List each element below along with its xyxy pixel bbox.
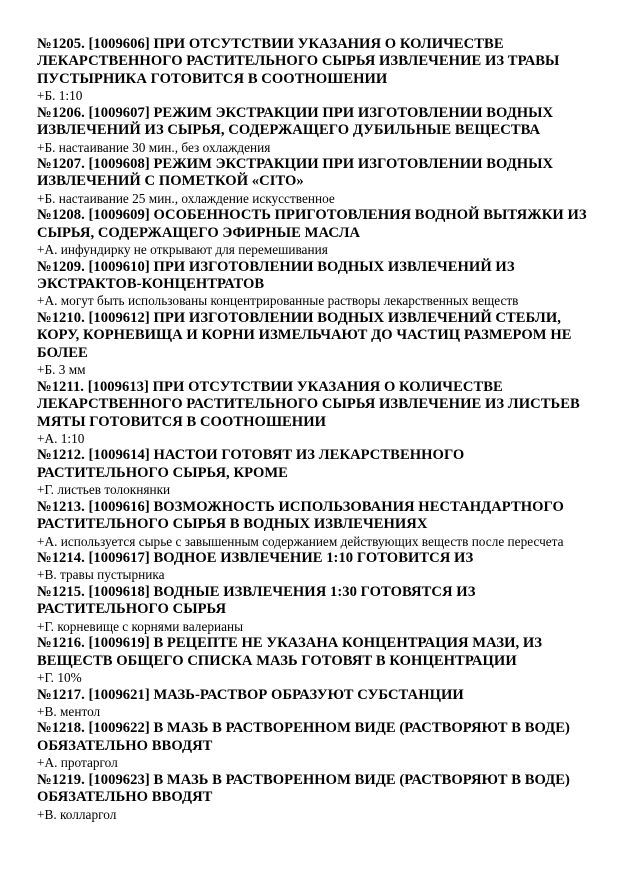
question-text: №1218. [1009622] В МАЗЬ В РАСТВОРЕННОМ ВИДЕ (РАСТВОРЯЮТ В ВОДЕ) ОБЯЗАТЕЛЬНО ВВОДЯТ xyxy=(37,720,570,754)
question-item xyxy=(37,156,597,207)
question-item xyxy=(37,720,597,771)
answer-text: +Б. настаивание 25 мин., охлаждение искусственное xyxy=(37,190,335,206)
question-text: №1207. [1009608] РЕЖИМ ЭКСТРАКЦИИ ПРИ ИЗГОТОВЛЕНИИ ВОДНЫХ ИЗВЛЕЧЕНИЙ С ПОМЕТКОЙ «CITO» xyxy=(37,156,554,190)
answer-text: +В. травы пустырника xyxy=(37,567,165,583)
answer-text: +Б. настаивание 30 мин., без охлаждения xyxy=(37,139,271,155)
question-item xyxy=(37,310,597,379)
question-item xyxy=(37,207,597,258)
answer-text: +А. протаргол xyxy=(37,755,118,771)
question-text: №1205. [1009606] ПРИ ОТСУТСТВИИ УКАЗАНИЯ О КОЛИЧЕСТВЕ ЛЕКАРСТВЕННОГО РАСТИТЕЛЬНОГО СЫРЬЯ ИЗВЛЕЧЕНИЕ ИЗ ТРАВЫ ПУСТЫРНИКА ГОТОВИТСЯ В СООТНОШЕНИИ xyxy=(37,36,560,87)
question-text: №1216. [1009619] В РЕЦЕПТЕ НЕ УКАЗАНА КОНЦЕНТРАЦИЯ МАЗИ, ИЗ ВЕЩЕСТВ ОБЩЕГО СПИСКА МАЗЬ ГОТОВЯТ В КОНЦЕНТРАЦИИ xyxy=(37,635,543,669)
question-text: №1215. [1009618] ВОДНЫЕ ИЗВЛЕЧЕНИЯ 1:30 ГОТОВЯТСЯ ИЗ РАСТИТЕЛЬНОГО СЫРЬЯ xyxy=(37,583,476,618)
question-text: №1212. [1009614] НАСТОИ ГОТОВЯТ ИЗ ЛЕКАРСТВЕННОГО РАСТИТЕЛЬНОГО СЫРЬЯ, КРОМЕ xyxy=(37,447,465,481)
question-text: №1206. [1009607] РЕЖИМ ЭКСТРАКЦИИ ПРИ ИЗГОТОВЛЕНИИ ВОДНЫХ ИЗВЛЕЧЕНИЙ ИЗ СЫРЬЯ, СОДЕРЖАЩЕГО ДУБИЛЬНЫЕ ВЕЩЕСТВА xyxy=(37,104,554,139)
question-item xyxy=(37,36,597,105)
document-page xyxy=(37,36,597,823)
question-item xyxy=(37,105,597,156)
question-text: №1213. [1009616] ВОЗМОЖНОСТЬ ИСПОЛЬЗОВАНИЯ НЕСТАНДАРТНОГО РАСТИТЕЛЬНОГО СЫРЬЯ В ВОДНЫХ ИЗВЛЕЧЕНИЯХ xyxy=(37,498,564,533)
question-text: №1210. [1009612] ПРИ ИЗГОТОВЛЕНИИ ВОДНЫХ ИЗВЛЕЧЕНИЙ СТЕБЛИ, КОРУ, КОРНЕВИЩА И КОРНИ ИЗМЕЛЬЧАЮТ ДО ЧАСТИЦ РАЗМЕРОМ НЕ БОЛЕЕ xyxy=(37,309,572,361)
answer-text: +Г. корневище с корнями валерианы xyxy=(37,618,244,634)
answer-text: +Г. 10% xyxy=(37,670,82,686)
answer-text: +А. используется сырье с завышенным содержанием действующих веществ после пересчета xyxy=(37,533,564,549)
question-item xyxy=(37,447,597,498)
question-item xyxy=(37,259,597,310)
question-item xyxy=(37,550,597,584)
question-item xyxy=(37,584,597,635)
answer-text: +А. могут быть использованы концентрированные растворы лекарственных веществ xyxy=(37,293,519,309)
question-item xyxy=(37,687,597,721)
question-item xyxy=(37,379,597,448)
answer-text: +Б. 3 мм xyxy=(37,362,86,378)
question-text: №1219. [1009623] В МАЗЬ В РАСТВОРЕННОМ ВИДЕ (РАСТВОРЯЮТ В ВОДЕ) ОБЯЗАТЕЛЬНО ВВОДЯТ xyxy=(37,771,570,806)
question-text: №1217. [1009621] МАЗЬ-РАСТВОР ОБРАЗУЮТ СУБСТАНЦИИ xyxy=(37,686,464,703)
answer-text: +В. колларгол xyxy=(37,806,117,822)
question-item xyxy=(37,772,597,823)
question-text: №1211. [1009613] ПРИ ОТСУТСТВИИ УКАЗАНИЯ О КОЛИЧЕСТВЕ ЛЕКАРСТВЕННОГО РАСТИТЕЛЬНОГО СЫРЬЯ ИЗВЛЕЧЕНИЕ ИЗ ЛИСТЬЕВ МЯТЫ ГОТОВИТСЯ В СООТНОШЕНИИ xyxy=(37,378,580,430)
answer-text: +А. 1:10 xyxy=(37,430,85,446)
question-item xyxy=(37,635,597,686)
answer-text: +Б. 1:10 xyxy=(37,88,83,104)
answer-text: +В. ментол xyxy=(37,703,101,719)
answer-text: +Г. листьев толокнянки xyxy=(37,482,171,498)
answer-text: +А. инфундирку не открывают для перемешивания xyxy=(37,242,328,258)
question-text: №1209. [1009610] ПРИ ИЗГОТОВЛЕНИИ ВОДНЫХ ИЗВЛЕЧЕНИЙ ИЗ ЭКСТРАКТОВ-КОНЦЕНТРАТОВ xyxy=(37,258,515,293)
question-text: №1208. [1009609] ОСОБЕННОСТЬ ПРИГОТОВЛЕНИЯ ВОДНОЙ ВЫТЯЖКИ ИЗ СЫРЬЯ, СОДЕРЖАЩЕГО ЭФИРНЫЕ МАСЛА xyxy=(37,207,587,241)
question-text: №1214. [1009617] ВОДНОЕ ИЗВЛЕЧЕНИЕ 1:10 ГОТОВИТСЯ ИЗ xyxy=(37,550,474,567)
question-item xyxy=(37,499,597,550)
